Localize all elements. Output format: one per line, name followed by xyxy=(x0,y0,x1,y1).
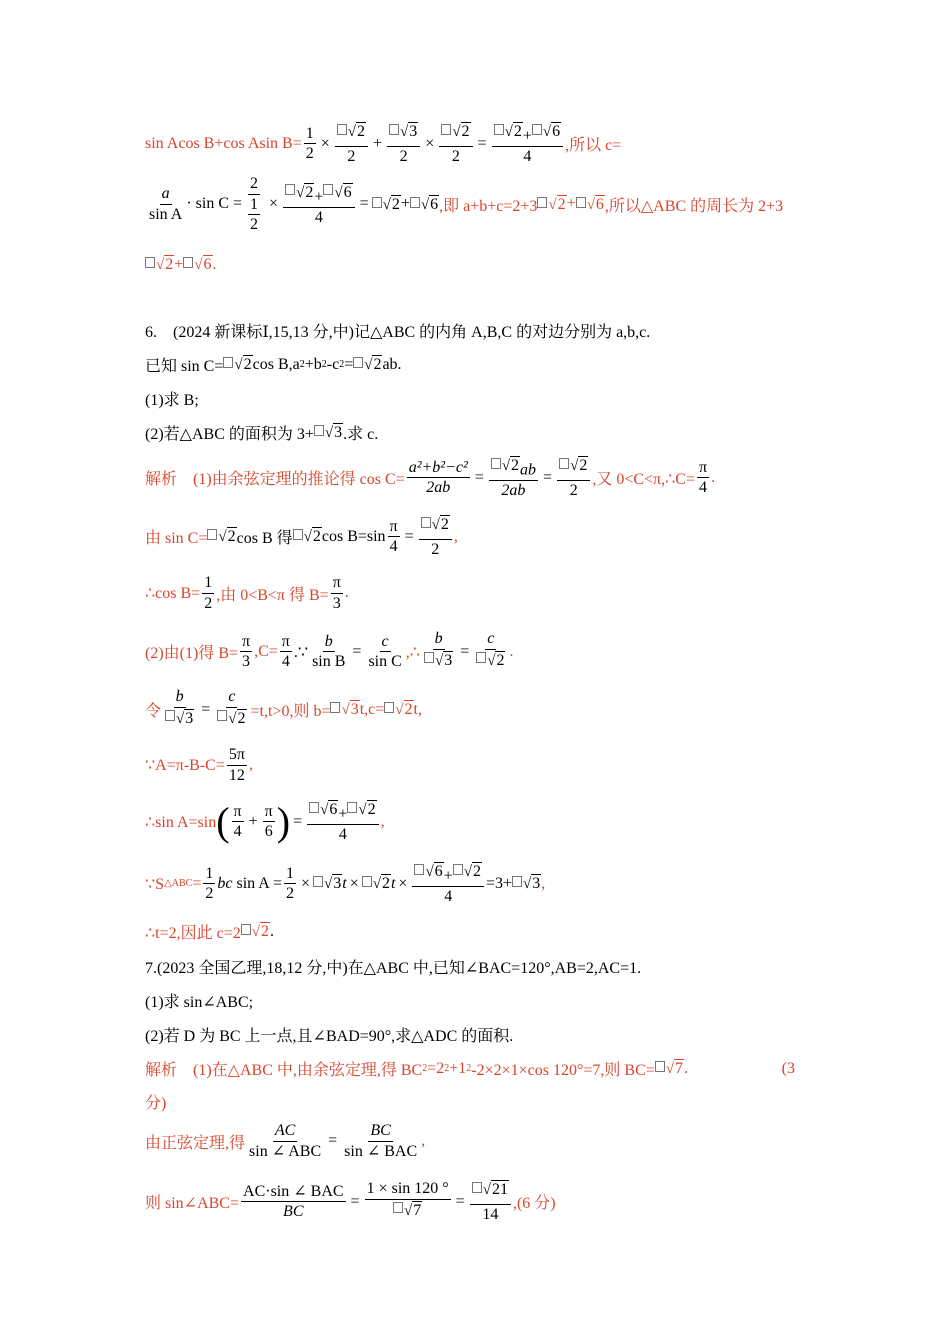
fraction: $\frac{a}{\text{sin A}}$ xyxy=(149,185,183,223)
fraction: $\frac{\pi}{4}$ xyxy=(389,517,398,556)
text: +b xyxy=(304,355,322,373)
text: 解析 (1)由余弦定理的推论得 cos C= xyxy=(145,471,405,489)
fraction: $\frac{1}{2}$ xyxy=(305,124,314,163)
fraction: √ 3 2 xyxy=(387,122,420,166)
question-7-head: 7.(2023 全国乙理,18,12 分,中)在△ABC 中,已知∠BAC=120°,AB=2,AC=1. xyxy=(145,960,642,977)
score-note: (3 xyxy=(781,1059,795,1077)
times-sign: × xyxy=(425,134,435,152)
text: · sin C = xyxy=(186,195,243,213)
text: .求 c. xyxy=(343,426,379,443)
text: cos B+cos A xyxy=(178,134,260,152)
text: (2)若△ABC 的面积为 3+ xyxy=(145,426,314,443)
q6-solution-7: ∴sin A=sin ( $\frac{\pi}{4}$ + $\frac{\pi}{6}$ ) = √ 6 + √ 2 4 , xyxy=(145,798,385,844)
question-6-part1 xyxy=(145,387,199,410)
times-sign: × xyxy=(269,195,279,213)
text: (1)求 B; xyxy=(145,392,199,409)
question-6-known: 已知 sin C= √ 2 cos B,a 2 +b 2 -c 2 = √ 2 ab. xyxy=(145,353,402,376)
equals-sign: = xyxy=(477,134,487,152)
text: ∴cos B= xyxy=(145,585,201,603)
q7-score-unit: 分) xyxy=(145,1095,167,1112)
text: 由 sin C= xyxy=(145,530,208,548)
fraction: √ 2 + √ 6 4 xyxy=(492,122,564,166)
question-7-part2: (2)若 D 为 BC 上一点,且∠BAD=90°,求△ADC 的面积. xyxy=(145,1028,514,1045)
text: ab. xyxy=(382,355,402,373)
text: sin B= xyxy=(259,134,302,152)
solution-line-1 xyxy=(145,122,621,166)
fraction: $\frac{\pi}{3}$ xyxy=(332,574,341,612)
text: ,所以△ABC 的周长为 2+3 xyxy=(604,197,784,215)
text: . xyxy=(212,255,217,273)
equals-sign: = xyxy=(359,195,369,213)
question-6-head xyxy=(145,319,650,342)
q7-solution-2: 由正弦定理,得 $\frac{AC}{\text{sin ∠ ABC}}$ = $\frac{BC}{\text{sin ∠ BAC}}$ , xyxy=(145,1122,426,1160)
fraction: $\frac{\pi}{4}$ xyxy=(699,458,708,497)
text: 6. (2024 新课标Ⅰ,15,13 分,中)记△ABC 的内角 A,B,C 的对边分别为 a,b,c. xyxy=(145,324,651,341)
fraction: √ 2 2 xyxy=(557,456,590,500)
fraction: √ 2 2 xyxy=(419,515,452,559)
text: ,由 0<B<π 得 B= xyxy=(216,586,329,604)
question-7-part1: (1)求 sin∠ABC; xyxy=(145,994,254,1011)
fraction: $\frac{1}{2}$ xyxy=(204,574,213,612)
text: ,又 0<C<π,∴C= xyxy=(592,471,695,489)
q6-solution-4: (2)由(1)得 B= $\frac{\pi}{3}$ ,C= $\frac{\pi}{4}$ .∵ $\frac{b}{\text{sin B}}$ = $\frac{c}{\text{sin C}}$ ,∴ b √ 3 = c √ 2 . xyxy=(145,630,514,671)
text: -c xyxy=(326,355,340,373)
text: (2)由(1)得 B= xyxy=(145,645,239,663)
q7-solution-3: 则 sin∠ABC= $\frac{\text{AC·sin ∠ BAC}}{BC}$ = 1 × sin 120 ° √ 7 = √ 21 14 ,(6 分) xyxy=(145,1180,556,1224)
q6-solution-6: ∵A=π-B-C= $\frac{5\pi}{12}$ , xyxy=(145,746,253,784)
question-6-part2: (2)若△ABC 的面积为 3+ √ 3 .求 c. xyxy=(145,421,378,444)
q6-solution-2: 由 sin C= √ 2 cos B 得 √ 2 cos B=sin $\frac{\pi}{4}$ = √ 2 2 , xyxy=(145,516,458,559)
q6-solution-8: ∵S △ABC = $\frac{1}{2}$ bc sin A = $\frac{1}{2}$ × √ 3 t × √ 2 t × √ 6 + √ 2 4 =3+ √ 3 , xyxy=(145,863,546,906)
text: 已知 sin C= xyxy=(145,358,224,375)
fraction: √ 2 + √ 6 4 xyxy=(283,183,355,227)
text: ,所以 c= xyxy=(565,137,622,155)
fraction: $\frac{\text{a²+b²−c²}}{2ab}$ xyxy=(408,458,468,497)
text: cos B,a xyxy=(252,355,300,373)
fraction: √ 2 ab 2ab xyxy=(489,456,538,500)
fraction: $\frac{2}{\frac{1}{2}}$ xyxy=(250,175,259,234)
text: ,即 a+b+c=2+3 xyxy=(439,197,538,215)
q6-solution-1: 解析 (1)由余弦定理的推论得 cos C= $\frac{\text{a²+b²−c²}}{2ab}$ = √ 2 ab 2ab = √ 2 2 ,又 0<C<π,∴C= $\frac{\pi}{4}$ . xyxy=(145,457,716,500)
solution-line-3: √ 2 + √ 6 . xyxy=(145,255,217,274)
text: = xyxy=(344,355,354,373)
times-sign: × xyxy=(320,134,330,152)
solution-line-2: $\frac{a}{\text{sin A}}$ · sin C = $\frac{2}{\frac{1}{2}}$ × √ 2 + √ 6 4 = √ 2 + √ 6 ,即 a+b+c=2+3 √ 2 + √ 6 ,所以△ABC 的周长为 2+3 xyxy=(149,175,784,234)
q6-solution-9: ∴t=2,因此 c=2 √ 2 . xyxy=(145,922,275,942)
q6-solution-5: 令 b √ 3 = c √ 2 =t,t>0,则 b= √ 3 t,c= √ 2 t, xyxy=(145,688,422,727)
text: sin A xyxy=(145,134,179,152)
fraction: √ 2 2 xyxy=(439,122,472,166)
fraction: √ 2 2 xyxy=(335,122,368,166)
q6-solution-3: ∴cos B= $\frac{1}{2}$ ,由 0<B<π 得 B= $\frac{\pi}{3}$ . xyxy=(145,574,349,612)
q7-solution-1: 解析 (1)在△ABC 中,由余弦定理,得 BC 2 =2 2 +1 2 -2×2×1×cos 120°=7,则 BC= √ 7 . (3 xyxy=(145,1059,795,1079)
text: + xyxy=(566,195,576,213)
plus-sign: + xyxy=(373,134,383,152)
